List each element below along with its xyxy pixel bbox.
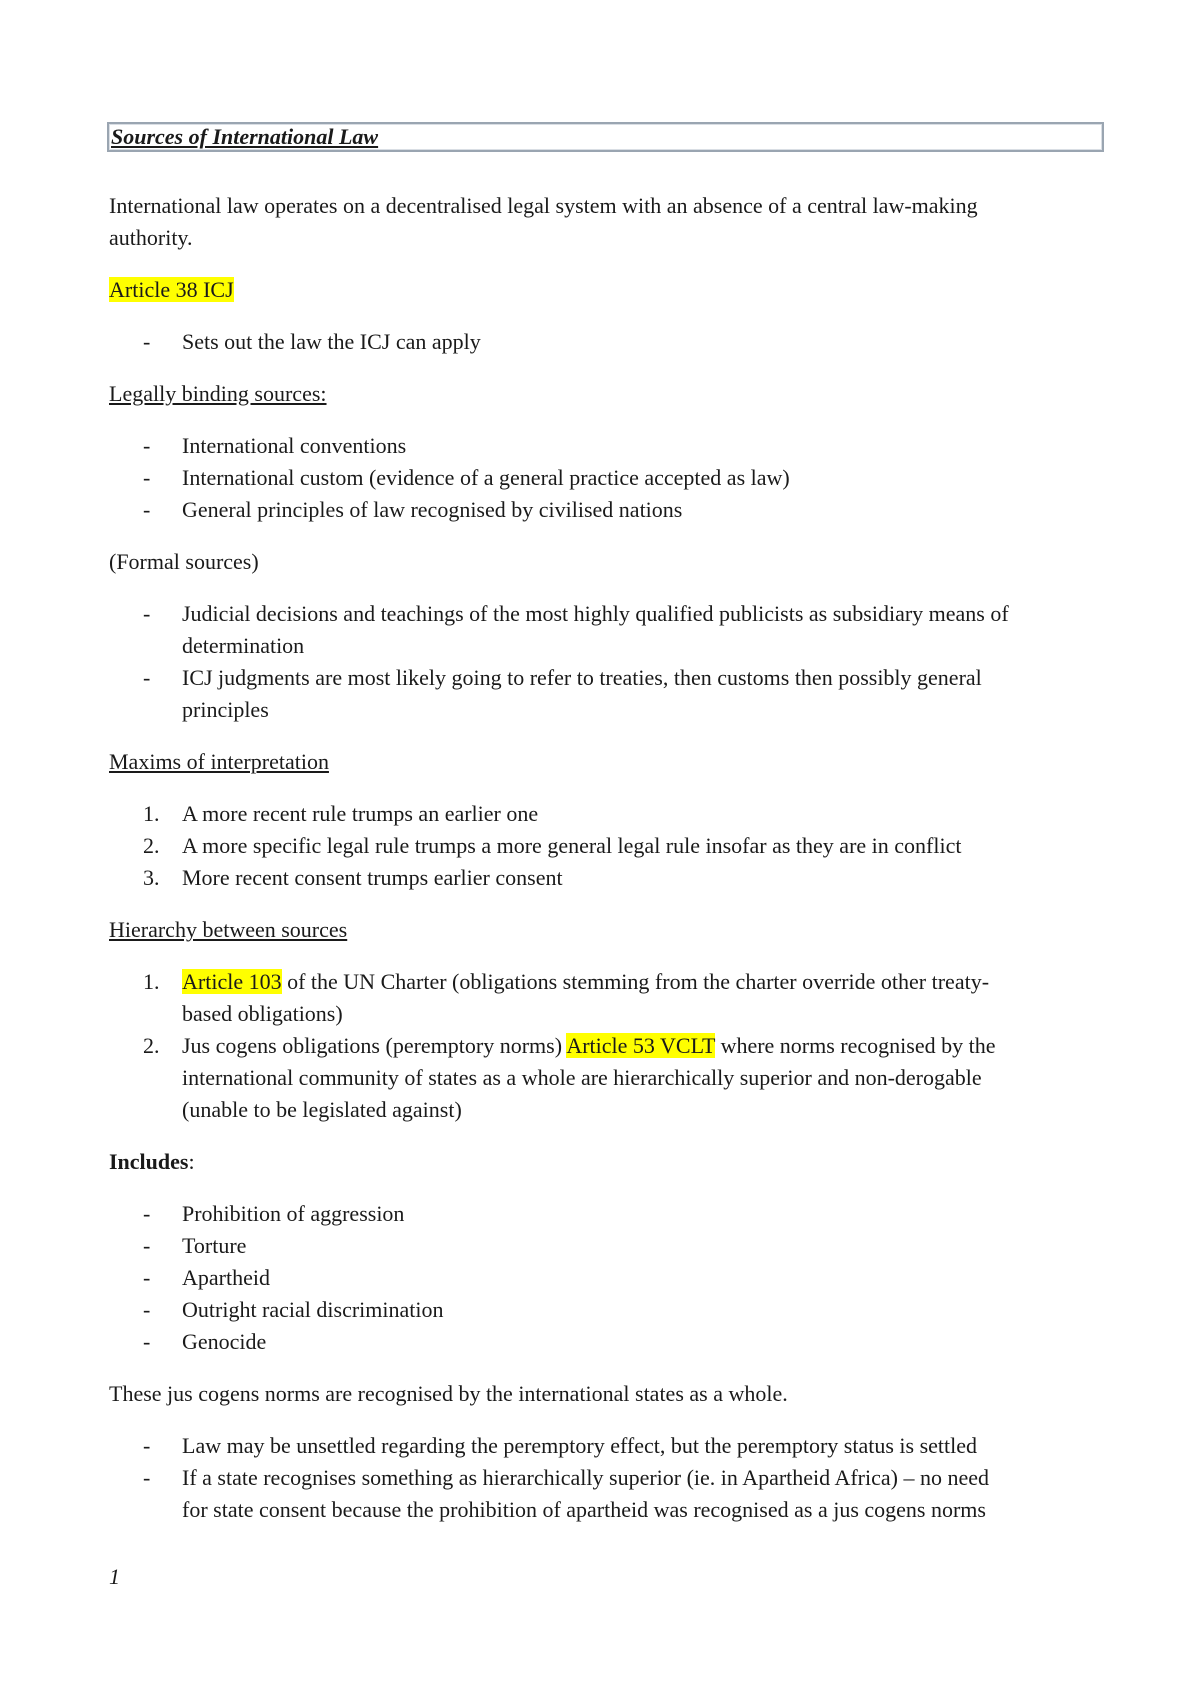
- binding-heading: Legally binding sources:: [109, 381, 327, 406]
- bullet-dash: -: [143, 1433, 151, 1458]
- number-marker: 3.: [143, 865, 160, 890]
- bullet-dash: -: [143, 1201, 151, 1226]
- article53-highlight: Article 53 VCLT: [566, 1033, 716, 1058]
- number-marker: 2.: [143, 1033, 160, 1058]
- hierarchy-heading: Hierarchy between sources: [109, 917, 348, 942]
- number-marker: 2.: [143, 833, 160, 858]
- maxims-heading: Maxims of interpretation: [109, 749, 329, 774]
- bullet-dash: -: [143, 465, 151, 490]
- bullet-dash: -: [143, 329, 151, 354]
- bullet-dash: -: [143, 1297, 151, 1322]
- includes-heading: Includes:: [109, 1149, 195, 1174]
- document-page: Sources of International Law International law operates on a decentralised legal system with an absence of a central law-making authority. Article 38 ICJ - Sets out the law the ICJ can apply Legally binding sources: - International conventions - International custom (evidence of a general practice accepted as law) - General principles of law recognised by civilised nations (Formal sources) - Judicial decisions and teachings of the most highly qualified publicists as subsidiary means of determination - ICJ judgments are most likely going to refer to treaties, then customs then possibly general principles Maxims of interpretation 1. A more recent rule trumps an earlier one 2. A more specific legal rule trumps a more general legal rule insofar as they are in conflict 3. More recent consent trumps earlier consent Hierarchy between sources 1. Article 103 of the UN Charter (obligations stemming from the charter override other treaty- based obligations) 2. Jus cogens obligations (peremptory norms) Article 53 VCLT where norms recognised by the international community of states as a whole are hierarchically superior and non-derogable (unable to be legislated against) Includes: - Prohibition of aggression - Torture - Apartheid - Outright racial discrimination - Genocide These jus cogens norms are recognised by the international states as a whole. - Law may be unsettled regarding the peremptory effect, but the peremptory status is settled - If a state recognises something as hierarchically superior (ie. in Apartheid Africa) – no need for state consent because the prohibition of apartheid was recognised as a jus cogens norms 1: [0, 0, 1200, 1698]
- bullet-dash: -: [143, 665, 151, 690]
- formal-heading: (Formal sources): [109, 549, 259, 574]
- article38-heading: [109, 274, 1099, 306]
- intro-line-2: authority.: [109, 225, 193, 250]
- number-marker: 1.: [143, 969, 160, 994]
- bullet-dash: -: [143, 497, 151, 522]
- bullet-dash: -: [143, 1265, 151, 1290]
- bullet-dash: -: [143, 1465, 151, 1490]
- bullet-dash: -: [143, 1329, 151, 1354]
- bullet-dash: -: [143, 601, 151, 626]
- bullet-dash: -: [143, 1233, 151, 1258]
- bullet-dash: -: [143, 433, 151, 458]
- page-number: 1: [109, 1564, 120, 1589]
- document-title: Sources of International Law: [107, 122, 1104, 152]
- jus-cogens-note: These jus cogens norms are recognised by the international states as a whole.: [109, 1381, 788, 1406]
- article103-highlight: Article 103: [182, 969, 282, 994]
- article38-highlight: Article 38 ICJ: [109, 277, 234, 302]
- intro-line-1: International law operates on a decentralised legal system with an absence of a central law-making: [109, 193, 978, 218]
- number-marker: 1.: [143, 801, 160, 826]
